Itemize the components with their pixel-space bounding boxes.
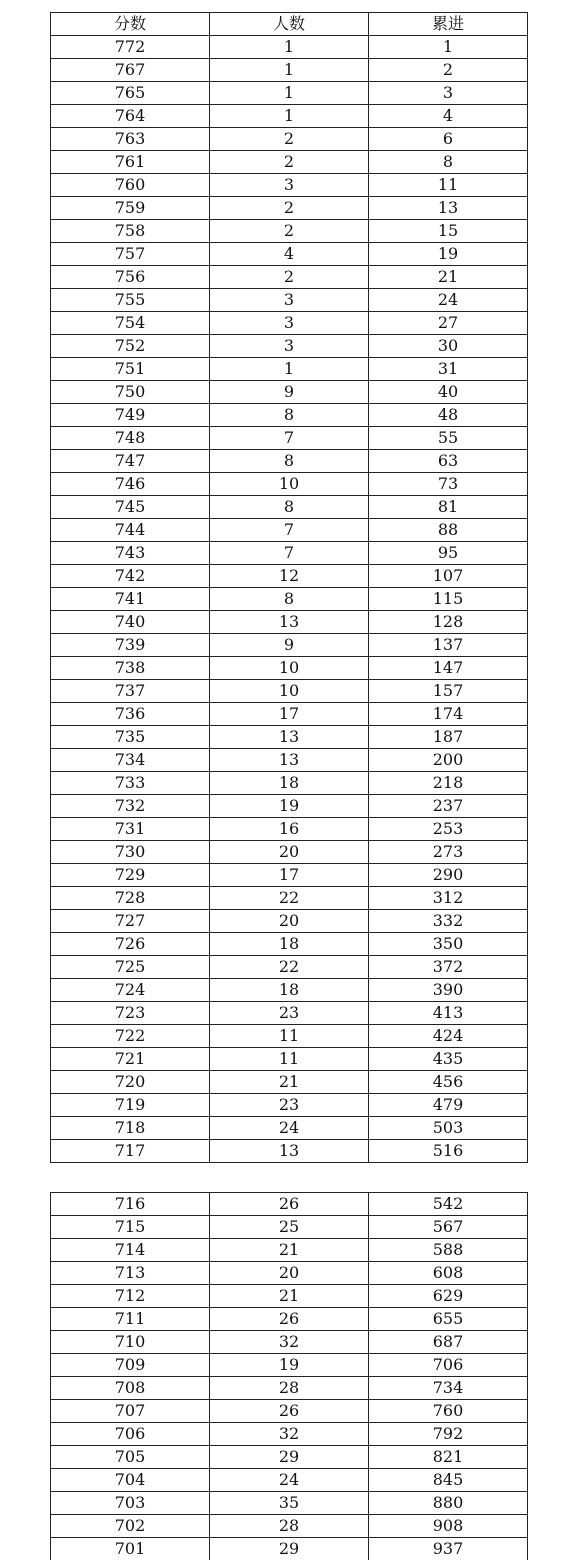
count-cell: 21: [210, 1071, 369, 1094]
cumulative-cell: 200: [369, 749, 528, 772]
table-row: [51, 1002, 528, 1025]
count-cell: 1: [210, 105, 369, 128]
cumulative-cell: 542: [369, 1193, 528, 1216]
table-row: [51, 1193, 528, 1216]
count-cell: 19: [210, 795, 369, 818]
score-cell: 730: [51, 841, 210, 864]
count-cell: 20: [210, 841, 369, 864]
score-cell: 757: [51, 243, 210, 266]
table-row: [51, 680, 528, 703]
score-table-part-2: [50, 1192, 528, 1560]
score-cell: 714: [51, 1239, 210, 1262]
table-row: [51, 519, 528, 542]
count-cell: 24: [210, 1117, 369, 1140]
cumulative-cell: 655: [369, 1308, 528, 1331]
table-row: [51, 289, 528, 312]
score-cell: 708: [51, 1377, 210, 1400]
table-row: [51, 1538, 528, 1561]
table-row: [51, 427, 528, 450]
count-cell: 32: [210, 1423, 369, 1446]
table-row: [51, 1446, 528, 1469]
count-cell: 9: [210, 381, 369, 404]
score-cell: 755: [51, 289, 210, 312]
count-cell: 18: [210, 772, 369, 795]
score-cell: 732: [51, 795, 210, 818]
score-cell: 745: [51, 496, 210, 519]
table-row: [51, 59, 528, 82]
count-cell: 22: [210, 887, 369, 910]
cumulative-cell: 95: [369, 542, 528, 565]
cumulative-cell: 4: [369, 105, 528, 128]
count-cell: 2: [210, 151, 369, 174]
score-cell: 739: [51, 634, 210, 657]
table-row: [51, 266, 528, 289]
score-cell: 744: [51, 519, 210, 542]
cumulative-cell: 456: [369, 1071, 528, 1094]
count-cell: 13: [210, 1140, 369, 1163]
count-cell: 23: [210, 1094, 369, 1117]
score-cell: 703: [51, 1492, 210, 1515]
table-row: [51, 174, 528, 197]
table-row: [51, 1262, 528, 1285]
table-row: [51, 887, 528, 910]
count-cell: 28: [210, 1377, 369, 1400]
cumulative-cell: 24: [369, 289, 528, 312]
score-cell: 707: [51, 1400, 210, 1423]
count-cell: 20: [210, 1262, 369, 1285]
table-row: [51, 1048, 528, 1071]
count-cell: 1: [210, 59, 369, 82]
count-cell: 10: [210, 473, 369, 496]
score-cell: 736: [51, 703, 210, 726]
score-cell: 713: [51, 1262, 210, 1285]
cumulative-cell: 1: [369, 36, 528, 59]
count-cell: 2: [210, 197, 369, 220]
count-cell: 7: [210, 519, 369, 542]
table-row: [51, 1331, 528, 1354]
count-cell: 8: [210, 450, 369, 473]
score-cell: 702: [51, 1515, 210, 1538]
count-cell: 2: [210, 128, 369, 151]
cumulative-cell: 19: [369, 243, 528, 266]
cumulative-cell: 218: [369, 772, 528, 795]
score-cell: 752: [51, 335, 210, 358]
cumulative-cell: 147: [369, 657, 528, 680]
table-row: [51, 1117, 528, 1140]
score-cell: 718: [51, 1117, 210, 1140]
score-cell: 761: [51, 151, 210, 174]
cumulative-cell: 937: [369, 1538, 528, 1561]
count-cell: 20: [210, 910, 369, 933]
score-cell: 731: [51, 818, 210, 841]
table-row: [51, 979, 528, 1002]
cumulative-cell: 31: [369, 358, 528, 381]
count-cell: 24: [210, 1469, 369, 1492]
score-cell: 740: [51, 611, 210, 634]
count-cell: 10: [210, 680, 369, 703]
table-row: [51, 105, 528, 128]
score-cell: 742: [51, 565, 210, 588]
cumulative-cell: 687: [369, 1331, 528, 1354]
cumulative-cell: 734: [369, 1377, 528, 1400]
cumulative-cell: 390: [369, 979, 528, 1002]
table-row: [51, 1140, 528, 1163]
table-row: [51, 1377, 528, 1400]
count-cell: 19: [210, 1354, 369, 1377]
cumulative-cell: 516: [369, 1140, 528, 1163]
cumulative-cell: 81: [369, 496, 528, 519]
score-cell: 709: [51, 1354, 210, 1377]
score-cell: 756: [51, 266, 210, 289]
table-row: [51, 243, 528, 266]
cumulative-cell: 273: [369, 841, 528, 864]
score-cell: 728: [51, 887, 210, 910]
score-cell: 754: [51, 312, 210, 335]
score-cell: 748: [51, 427, 210, 450]
cumulative-cell: 503: [369, 1117, 528, 1140]
cumulative-cell: 629: [369, 1285, 528, 1308]
score-cell: 734: [51, 749, 210, 772]
count-cell: 21: [210, 1239, 369, 1262]
count-cell: 3: [210, 312, 369, 335]
header-cumulative: 累进: [369, 13, 528, 36]
table-row: [51, 1308, 528, 1331]
cumulative-cell: 880: [369, 1492, 528, 1515]
count-cell: 1: [210, 82, 369, 105]
cumulative-cell: 290: [369, 864, 528, 887]
table-row: [51, 450, 528, 473]
cumulative-cell: 588: [369, 1239, 528, 1262]
table-row: [51, 473, 528, 496]
cumulative-cell: 760: [369, 1400, 528, 1423]
table-row: [51, 1400, 528, 1423]
count-cell: 35: [210, 1492, 369, 1515]
count-cell: 2: [210, 266, 369, 289]
count-cell: 29: [210, 1446, 369, 1469]
score-cell: 733: [51, 772, 210, 795]
count-cell: 12: [210, 565, 369, 588]
score-cell: 729: [51, 864, 210, 887]
cumulative-cell: 30: [369, 335, 528, 358]
count-cell: 9: [210, 634, 369, 657]
score-cell: 747: [51, 450, 210, 473]
table-row: [51, 956, 528, 979]
table-row: [51, 1025, 528, 1048]
table-row: [51, 1423, 528, 1446]
table-body-2: [51, 1193, 528, 1561]
table-row: [51, 611, 528, 634]
count-cell: 18: [210, 933, 369, 956]
cumulative-cell: 372: [369, 956, 528, 979]
cumulative-cell: 413: [369, 1002, 528, 1025]
cumulative-cell: 608: [369, 1262, 528, 1285]
cumulative-cell: 88: [369, 519, 528, 542]
count-cell: 3: [210, 174, 369, 197]
table-row: [51, 864, 528, 887]
score-cell: 763: [51, 128, 210, 151]
count-cell: 22: [210, 956, 369, 979]
cumulative-cell: 15: [369, 220, 528, 243]
count-cell: 13: [210, 749, 369, 772]
count-cell: 26: [210, 1400, 369, 1423]
score-cell: 716: [51, 1193, 210, 1216]
score-cell: 726: [51, 933, 210, 956]
count-cell: 11: [210, 1025, 369, 1048]
cumulative-cell: 115: [369, 588, 528, 611]
table-row: [51, 312, 528, 335]
cumulative-cell: 479: [369, 1094, 528, 1117]
cumulative-cell: 27: [369, 312, 528, 335]
table-row: [51, 1216, 528, 1239]
score-cell: 727: [51, 910, 210, 933]
cumulative-cell: 63: [369, 450, 528, 473]
table-row: [51, 197, 528, 220]
header-row: [51, 13, 528, 36]
cumulative-cell: 137: [369, 634, 528, 657]
count-cell: 7: [210, 542, 369, 565]
count-cell: 18: [210, 979, 369, 1002]
count-cell: 23: [210, 1002, 369, 1025]
table-row: [51, 358, 528, 381]
count-cell: 3: [210, 289, 369, 312]
score-table-part-1: [50, 12, 528, 1163]
table-row: [51, 128, 528, 151]
table-row: [51, 795, 528, 818]
table-row: [51, 1094, 528, 1117]
score-cell: 758: [51, 220, 210, 243]
count-cell: 8: [210, 496, 369, 519]
count-cell: 17: [210, 703, 369, 726]
score-cell: 720: [51, 1071, 210, 1094]
score-cell: 743: [51, 542, 210, 565]
cumulative-cell: 8: [369, 151, 528, 174]
table-row: [51, 1515, 528, 1538]
score-cell: 706: [51, 1423, 210, 1446]
cumulative-cell: 55: [369, 427, 528, 450]
score-cell: 724: [51, 979, 210, 1002]
score-cell: 705: [51, 1446, 210, 1469]
table-row: [51, 634, 528, 657]
table-row: [51, 151, 528, 174]
table-row: [51, 381, 528, 404]
cumulative-cell: 312: [369, 887, 528, 910]
table-row: [51, 1492, 528, 1515]
table-row: [51, 1071, 528, 1094]
count-cell: 1: [210, 36, 369, 59]
table-row: [51, 772, 528, 795]
score-cell: 704: [51, 1469, 210, 1492]
table-row: [51, 496, 528, 519]
score-cell: 749: [51, 404, 210, 427]
table-row: [51, 657, 528, 680]
table-row: [51, 220, 528, 243]
count-cell: 11: [210, 1048, 369, 1071]
score-cell: 723: [51, 1002, 210, 1025]
table-row: [51, 588, 528, 611]
score-cell: 710: [51, 1331, 210, 1354]
score-cell: 741: [51, 588, 210, 611]
cumulative-cell: 253: [369, 818, 528, 841]
score-cell: 712: [51, 1285, 210, 1308]
count-cell: 17: [210, 864, 369, 887]
score-cell: 701: [51, 1538, 210, 1561]
count-cell: 26: [210, 1308, 369, 1331]
table-row: [51, 749, 528, 772]
count-cell: 1: [210, 358, 369, 381]
cumulative-cell: 73: [369, 473, 528, 496]
score-cell: 767: [51, 59, 210, 82]
count-cell: 26: [210, 1193, 369, 1216]
cumulative-cell: 350: [369, 933, 528, 956]
score-cell: 737: [51, 680, 210, 703]
cumulative-cell: 908: [369, 1515, 528, 1538]
cumulative-cell: 3: [369, 82, 528, 105]
count-cell: 2: [210, 220, 369, 243]
table-row: [51, 542, 528, 565]
count-cell: 8: [210, 404, 369, 427]
cumulative-cell: 237: [369, 795, 528, 818]
score-cell: 746: [51, 473, 210, 496]
count-cell: 25: [210, 1216, 369, 1239]
score-cell: 764: [51, 105, 210, 128]
table-row: [51, 933, 528, 956]
table-row: [51, 841, 528, 864]
table-row: [51, 703, 528, 726]
cumulative-cell: 40: [369, 381, 528, 404]
table-row: [51, 818, 528, 841]
count-cell: 16: [210, 818, 369, 841]
cumulative-cell: 792: [369, 1423, 528, 1446]
score-cell: 717: [51, 1140, 210, 1163]
count-cell: 10: [210, 657, 369, 680]
score-cell: 759: [51, 197, 210, 220]
cumulative-cell: 567: [369, 1216, 528, 1239]
cumulative-cell: 332: [369, 910, 528, 933]
count-cell: 29: [210, 1538, 369, 1561]
cumulative-cell: 11: [369, 174, 528, 197]
score-cell: 750: [51, 381, 210, 404]
cumulative-cell: 21: [369, 266, 528, 289]
table-row: [51, 404, 528, 427]
cumulative-cell: 821: [369, 1446, 528, 1469]
cumulative-cell: 845: [369, 1469, 528, 1492]
table-row: [51, 82, 528, 105]
table-row: [51, 1239, 528, 1262]
count-cell: 13: [210, 726, 369, 749]
count-cell: 21: [210, 1285, 369, 1308]
cumulative-cell: 107: [369, 565, 528, 588]
cumulative-cell: 13: [369, 197, 528, 220]
score-cell: 735: [51, 726, 210, 749]
cumulative-cell: 6: [369, 128, 528, 151]
table-row: [51, 36, 528, 59]
table-row: [51, 565, 528, 588]
score-cell: 722: [51, 1025, 210, 1048]
count-cell: 28: [210, 1515, 369, 1538]
cumulative-cell: 157: [369, 680, 528, 703]
cumulative-cell: 128: [369, 611, 528, 634]
score-cell: 751: [51, 358, 210, 381]
table-row: [51, 726, 528, 749]
table-row: [51, 1469, 528, 1492]
table-row: [51, 1285, 528, 1308]
count-cell: 4: [210, 243, 369, 266]
table-row: [51, 910, 528, 933]
score-cell: 760: [51, 174, 210, 197]
score-cell: 715: [51, 1216, 210, 1239]
count-cell: 7: [210, 427, 369, 450]
table-row: [51, 335, 528, 358]
count-cell: 8: [210, 588, 369, 611]
score-cell: 721: [51, 1048, 210, 1071]
score-cell: 719: [51, 1094, 210, 1117]
cumulative-cell: 2: [369, 59, 528, 82]
count-cell: 13: [210, 611, 369, 634]
score-cell: 725: [51, 956, 210, 979]
score-cell: 765: [51, 82, 210, 105]
score-cell: 738: [51, 657, 210, 680]
table-row: [51, 1354, 528, 1377]
count-cell: 32: [210, 1331, 369, 1354]
cumulative-cell: 187: [369, 726, 528, 749]
header-count: 人数: [210, 13, 369, 36]
cumulative-cell: 424: [369, 1025, 528, 1048]
cumulative-cell: 435: [369, 1048, 528, 1071]
score-cell: 711: [51, 1308, 210, 1331]
cumulative-cell: 48: [369, 404, 528, 427]
cumulative-cell: 706: [369, 1354, 528, 1377]
score-cell: 772: [51, 36, 210, 59]
count-cell: 3: [210, 335, 369, 358]
cumulative-cell: 174: [369, 703, 528, 726]
table-body-1: [51, 36, 528, 1163]
header-score: 分数: [51, 13, 210, 36]
